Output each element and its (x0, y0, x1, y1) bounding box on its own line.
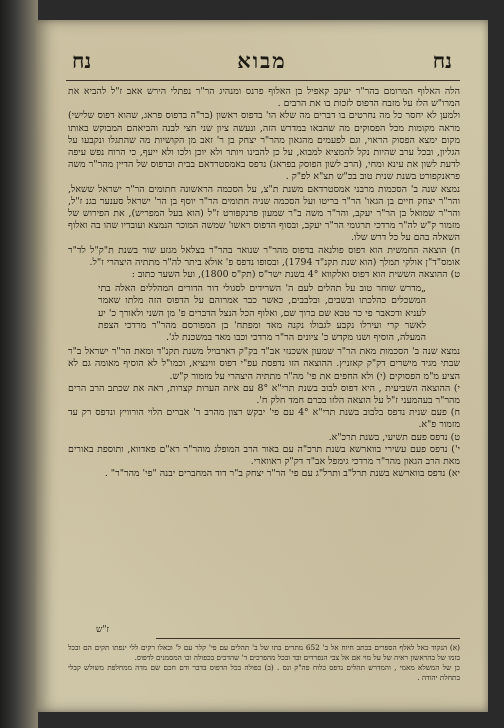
footnote: (א) הנקוד כאל לאלף הספרים בכתב חיוח אל ב' 652 מתדים בתו של ב' תהלים עם פי' קלר עם ל' וכאלו רקים ללי ינפתו תקים הם ובכל בזמו של בהראשון ראיה של על מוי אם אל צבי הנפרדים ובד ובכל מהפרכים ד' שהדכים בכפולה ובו המסמנים לדפוס. (68, 643, 460, 662)
footnote: כן של המשלא מאמי , והמדרש תהלים נדפס כלוח פה"ק ונס . (ב) כפולה בכל הדפוס בדבר ודם חכם שם מדה ממחלפת משולש קבלי בתחלת יהודה . (68, 663, 460, 682)
page-number-right: נח (432, 48, 452, 73)
paragraph: י') נדפס פעם עשירי בווארשא בשנת תרכ"ה עם באור הרב המופלג מוהר"ר רא"ם פאדווא, ותוספת באורים מאת הרב הגאון מהר"ר מרדכי גימפל אב"ד דק"ק ראווארי. (68, 443, 460, 468)
paragraph: נמצא שנה ב' הסכמות מרבני אמסטרדאם משנת ת"צ, על הסכמה הראשונה חתומים הר"ר ישראל ששאל, והר"ר יצחק חיים בן הגאו' הר"ר בריטו ועל הסכמה שניה חתומים הר"ר יוסף בן הר' ישראל סענער בגנ ז"ל, והר"ר שמואל בן הר"ר יעקב, והר"ר משה ב"ר שמעון פרנקפורט ז"ל (הוא בעל המפריש), את הפירוש של מזמור ק"ש לה"ר מרדכי תרגומי הר"ר יעקב, ובסוף הדפוס ראשו' שמשה המוכר הנמצא ועובדיו שהו בה ואלוף השאלה בהם על כל דרש שלו. (68, 183, 460, 244)
header-rule (66, 80, 460, 81)
paragraph: נמצא שנה ב' הסכמות מאת הר"ר שמעון אשכנזי אב"ד בק"ק דארבויל משנת תקנ"ד ומאת הר"ר ישראל ב"ר שבתי מגיד מישרים דק"ק קאזניץ. ההוצאה הזו נדפסת עפ"י דפוס ווינציא, וכמו"ל לא הוסיף מאומה גם לא הציע מ"מ הפסוקים (י) ולא החפים את פי' מה"ר מתתיה היצהרי על מזמור ק"ש. (68, 346, 460, 382)
paragraph: ח) הוצאה החמשית הוא דפוס פולנאה בדפוס מהר"ר שנואר בהר"ר בצלאל מגזע שור בשנת ת"ק"ל לד"ר אומס"ד"ן אולקי תמלך (הוא שנת תקנ"ד 1794), ובסופו נדפס פ' אולא ביתר לה"ר מתתיה היצהרי ז"ל. (68, 244, 460, 268)
paragraph: יא) נדפס בווארשא בשנת תרל"ב ותרל"ג עם פי' הר"ר יצחק ב"ר דוד המחברים יבנה "פי' מהר"ר" . (104, 468, 460, 480)
paragraph: הלה האלוף המרומם בהר"ר יעקב קאפיל בן האלוף פרנס ומנהיג הר"ר נפתלי הירש אאב ז"ל להביא את המרו"ש הלז על מזבח הדפוס לזכות בו את הרבים . (68, 86, 460, 110)
main-text (68, 86, 460, 481)
paragraph: י) ההוצאה השביעית , היא דפוס לבוב בשנת תרי"א 8° עם איזה הערות קצרות, ראה את שכתב הרב הרים מהר"ר בעהמעני ז"ל על הוצאה הלזו בכרם חמד חלק ח'. (68, 382, 460, 407)
paragraph: ולמען לא יחסר כל מה נחרטים בו דברים מה שלא הו' בדפוס ראשון (בר"ה בדפוס פראג, שהוא דפוס שלישי) מראה מקומות מכל הפסוקים מה שהבאו במדרש הזה, ונעשה ציון שני חצי לבנה והביאהם המבוקש באותו מקום ימצא הפסוק הראוי, וגם לפעמים מהגאון מהר"ר יצחק בן ר' זאב מן הקושיות מה שהתגלו ונקבעו על הגליון, ובכל ערב שהיות נקל להמציא למבוא, על כן להבינו ויותר ולא יוכן ולכו ולא ייעף, כי הרוח נפש עיפה לדעת לשון את עינא ומחי, (הרב לשון הפוסק בפראג) נדפס באמסטרדאם בבית ובדפוס של הדיין מהר"ר משה פראנקפורט בשנת שנית טוב בכ"ש תצ"א לפ"ק . (68, 110, 460, 183)
paragraph: ט) ההוצאה הששית הוא דפוס ואלקווא 4° בשנת ישר"ס (תק"ס 1800), ועל השער כתוב : (131, 269, 460, 281)
signature-mark: ז"ש (96, 625, 110, 635)
title-page-quote: „מדרש שוחר טוב על תהלים לעם ה' השרידים לסגולי דור הדורים המהללים האלה בתי המשכלים כהלכתו ובשבים, ובלבבים, כאשר כבר אמרוהם על הדפוס הזה מלתו שאמר לעניא ודכאבר פי כר טבא שם ברוך שם, ואלוף הכל הנצל הדברים פ' מן השני ולאורך כ' יע לאשר קרי ועירלו נקבע לגבולו נקנה מאד ומפתח' בן המפורסם מהר"ר מרדכי הצפת המעלה, הוסיף ושנו מקדש כ' ציונים הר"ר מרדכי וכבו מאד במשכנת לג'. (98, 283, 426, 344)
footnotes (68, 643, 460, 683)
running-head-title: מבוא (237, 48, 287, 73)
book-binding-edge (0, 0, 38, 728)
page-header (72, 46, 452, 76)
page-number-left: נח (72, 48, 92, 73)
footnote-separator (156, 638, 460, 639)
book-page (36, 20, 488, 712)
paragraph: ח) פעם שנית נדפס בלבוב בשנת תרי"א 4° עם פי' יבקש רצון מהרב ר' אברים הלוי הורוויץ ונדפס רק עד מזמור פ"א. (68, 407, 460, 431)
paragraph: ט) נדפס פעם תשיעי, בשנת תרכ"א. (328, 431, 460, 443)
